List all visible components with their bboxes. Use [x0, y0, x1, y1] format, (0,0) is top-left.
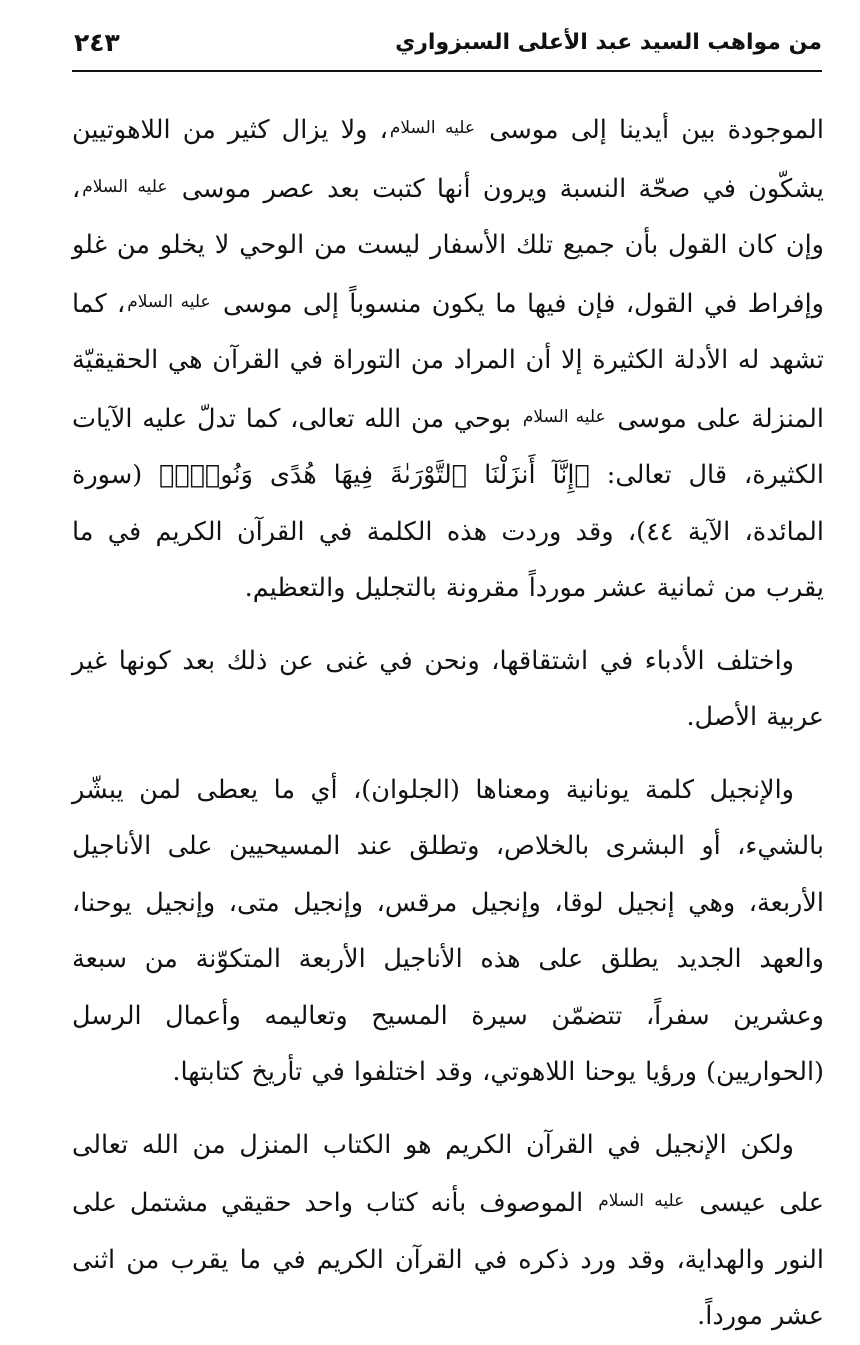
- honorific-glyph: عليه السلام: [82, 176, 168, 197]
- text-run: ، ولا يزال كثير من اللاهوتيين يشكّون في صحّة النسبة ويرون أنها كتبت بعد عصر موسى: [72, 115, 824, 204]
- body-text: [72, 100, 824, 1345]
- running-title: من مواهب السيد عبد الأعلى السبزواري: [395, 30, 822, 55]
- text-run: بوحي من الله تعالى، كما تدلّ عليه الآيات الكثيرة، قال تعالى:: [72, 403, 824, 490]
- text-run: الموجودة بين أيدينا إلى موسى: [477, 115, 824, 145]
- honorific-glyph: عليه السلام: [389, 118, 475, 138]
- page-header: [72, 26, 822, 72]
- quran-verse: ﴿إِنَّآ أَنزَلْنَا ٱلتَّوْرَىٰةَ فِيهَا هُدًى وَنُورٌۚ﴾: [159, 460, 590, 490]
- honorific-glyph: عليه السلام: [127, 291, 211, 312]
- paragraph-etymology: واختلف الأدباء في اشتقاقها، ونحن في غنى عن ذلك بعد كونها غير عربية الأصل.: [72, 645, 824, 732]
- honorific-glyph: عليه السلام: [598, 1191, 685, 1211]
- text-run: الموصوف بأنه كتاب واحد حقيقي مشتمل على النور والهداية، وقد ورد ذكره في القرآن الكريم في ما يقرب من اثنى عشر مورداً.: [72, 1188, 824, 1331]
- paragraph-quranic-gospel: [72, 1117, 824, 1345]
- text-run: ولكن الإنجيل في القرآن الكريم هو الكتاب المنزل من الله تعالى على عيسى: [72, 1129, 824, 1218]
- text-run: (سورة المائدة، الآية ٤٤)، وقد وردت هذه الكلمة في القرآن الكريم في ما يقرب من ثمانية عشر مورداً مقرونة بالتجليل والتعظيم.: [72, 460, 824, 603]
- honorific-glyph: عليه السلام: [522, 406, 606, 427]
- page-number: ٢٤٣: [74, 28, 120, 57]
- paragraph-gospel: والإنجيل كلمة يونانية ومعناها (الجلوان)، أي ما يعطى لمن يبشّر بالشيء، أو البشرى بالخلاص، وتطلق عند المسيحيين على الأناجيل الأربعة، وهي إنجيل لوقا، وإنجيل مرقس، وإنجيل متى، وإنجيل يوحنا، والعهد الجديد يطلق على هذه الأناجيل الأربعة المتكوّنة من سبعة وعشرين سفراً، تتضمّن سيرة المسيح وتعاليمه وأعمال الرسل (الحواريين) ورؤيا يوحنا اللاهوتي، وقد اختلفوا في تأريخ كتابتها.: [72, 774, 824, 1087]
- paragraph-torah: [72, 100, 824, 617]
- text-run: ، وإن كان القول بأن جميع تلك الأسفار ليست من الوحي لا يخلو من غلو وإفراط في القول، فإن فيها ما يكون منسوباً إلى موسى: [72, 173, 824, 319]
- text-run: ، كما تشهد له الأدلة الكثيرة إلا أن المراد من التوراة في القرآن هي الحقيقيّة المنزلة على موسى: [72, 288, 824, 434]
